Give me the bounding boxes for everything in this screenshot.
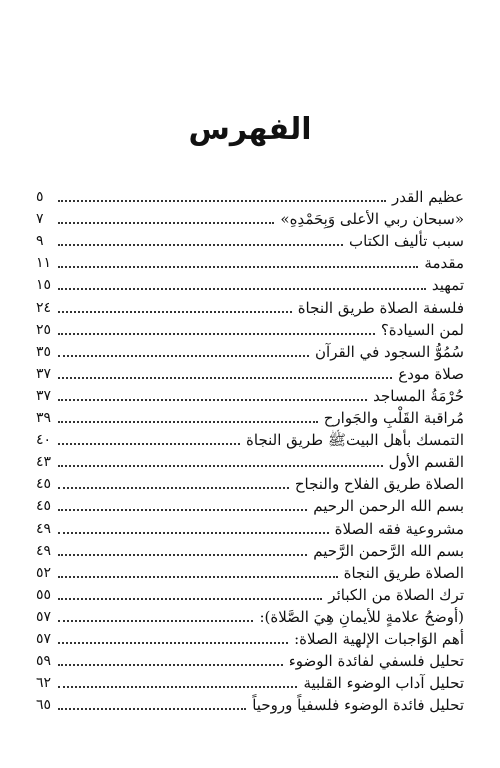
toc-entry [36, 294, 464, 316]
toc-entry-title: سبب تأليف الكتاب [349, 232, 464, 251]
toc-entry-title: مُراقبة القَلْبِ والجَوارح [323, 409, 464, 428]
dot-leader [58, 663, 283, 666]
dot-leader [58, 398, 367, 401]
toc-entry-title: بسم الله الرَّحمن الرَّحيم [313, 541, 464, 560]
dot-leader [58, 265, 418, 268]
toc-entry [36, 582, 464, 604]
toc-entry [36, 383, 464, 405]
dot-leader [58, 641, 288, 644]
toc-entry [36, 317, 464, 339]
dot-leader [58, 310, 292, 313]
toc-entry-title: فلسفة الصلاة طريق النجاة [297, 298, 464, 317]
toc-entry-page-number: ٤٩ [36, 542, 52, 559]
toc-entry-page-number: ٥٧ [36, 608, 52, 625]
toc-entry-title: حُرْمَةُ المساجد [373, 386, 464, 405]
dot-leader [58, 597, 322, 600]
toc-entry-title: ترك الصلاة من الكبائر [328, 585, 464, 604]
toc-entry-title: مشروعية فقه الصلاة [334, 519, 464, 538]
toc-entry [36, 604, 464, 626]
toc-entry-page-number: ٤٠ [36, 432, 52, 449]
toc-entry-title: بسم الله الرحمن الرحيم [313, 497, 464, 516]
toc-entry-page-number: ٢٥ [36, 321, 52, 338]
toc-entry [36, 471, 464, 493]
dot-leader [58, 531, 329, 534]
toc-entry-page-number: ٥٧ [36, 630, 52, 647]
toc-entry-title: سُمُوُّ السجود في القرآن [315, 342, 464, 361]
toc-entry [36, 449, 464, 471]
toc-entry [36, 538, 464, 560]
toc-entry-page-number: ٥٩ [36, 653, 52, 670]
toc-entry-title: «سبحان ربي الأعلى وَبِحَمْدِهِ» [280, 210, 464, 229]
toc-entry-title: تحليل آداب الوضوء القلبية [303, 674, 464, 693]
toc-entry [36, 250, 464, 272]
dot-leader [58, 354, 309, 357]
toc-entry [36, 272, 464, 294]
toc-entry-title: التمسك بأهل البيتﷺ طريق النجاة [246, 431, 464, 450]
toc-entry [36, 670, 464, 692]
toc-entry-page-number: ٤٥ [36, 498, 52, 515]
dot-leader [58, 464, 383, 467]
table-of-contents [36, 184, 464, 714]
toc-entry-page-number: ٣٩ [36, 410, 52, 427]
toc-entry [36, 692, 464, 714]
toc-entry [36, 184, 464, 206]
dot-leader [58, 287, 426, 290]
dot-leader [58, 575, 338, 578]
toc-entry [36, 648, 464, 670]
toc-entry [36, 405, 464, 427]
dot-leader [58, 199, 386, 202]
toc-entry-page-number: ٦٢ [36, 675, 52, 692]
dot-leader [58, 553, 307, 556]
toc-entry [36, 560, 464, 582]
page-title: الفهرس [188, 112, 312, 147]
toc-entry-page-number: ٢٤ [36, 299, 52, 316]
toc-entry-title: الصلاة طريق النجاة [343, 563, 464, 582]
toc-entry-page-number: ١٥ [36, 277, 52, 294]
toc-entry-title: صلاة مودع [398, 364, 464, 383]
toc-entry-page-number: ٥٢ [36, 564, 52, 581]
toc-entry [36, 515, 464, 537]
dot-leader [58, 243, 343, 246]
toc-entry-title: (أوضحُ علامةٍ للأيمانِ هِيَ الصَّلاة): [259, 607, 464, 626]
toc-entry-title: الصلاة طريق الفلاح والنجاح [294, 475, 464, 494]
toc-entry-page-number: ٥ [36, 189, 44, 206]
toc-entry-title: لمن السيادة؟ [380, 320, 464, 339]
toc-entry-title: تحليل فلسفي لفائدة الوضوء [288, 652, 464, 671]
dot-leader [58, 685, 297, 688]
toc-entry [36, 228, 464, 250]
toc-entry-page-number: ٤٥ [36, 476, 52, 493]
toc-entry-title: عظيم القدر [392, 188, 464, 207]
dot-leader [58, 420, 318, 423]
toc-entry-page-number: ٦٥ [36, 697, 52, 714]
toc-entry [36, 206, 464, 228]
dot-leader [58, 707, 246, 710]
toc-entry-title: أهم الوَاجبات الإلهية الصلاة: [294, 629, 464, 648]
dot-leader [58, 619, 253, 622]
dot-leader [58, 376, 392, 379]
toc-entry-title: تحليل فائدة الوضوء فلسفياً وروحياً [252, 696, 464, 715]
toc-entry [36, 339, 464, 361]
toc-entry-page-number: ٤٣ [36, 454, 52, 471]
dot-leader [58, 508, 307, 511]
toc-entry-page-number: ٩ [36, 233, 44, 250]
dot-leader [58, 332, 375, 335]
dot-leader [58, 486, 289, 489]
toc-entry [36, 626, 464, 648]
dot-leader [58, 221, 274, 224]
toc-entry [36, 427, 464, 449]
toc-entry [36, 493, 464, 515]
toc-entry-page-number: ٥٥ [36, 586, 52, 603]
dot-leader [58, 442, 240, 445]
toc-entry-page-number: ٣٥ [36, 343, 52, 360]
toc-entry [36, 361, 464, 383]
toc-entry-page-number: ٧ [36, 211, 44, 228]
toc-entry-title: القسم الأول [388, 453, 464, 472]
toc-entry-page-number: ٣٧ [36, 387, 52, 404]
toc-entry-title: تمهيد [431, 276, 464, 295]
toc-entry-page-number: ٣٧ [36, 365, 52, 382]
toc-entry-title: مقدمة [424, 254, 464, 273]
toc-entry-page-number: ٤٩ [36, 520, 52, 537]
toc-entry-page-number: ١١ [36, 255, 52, 272]
